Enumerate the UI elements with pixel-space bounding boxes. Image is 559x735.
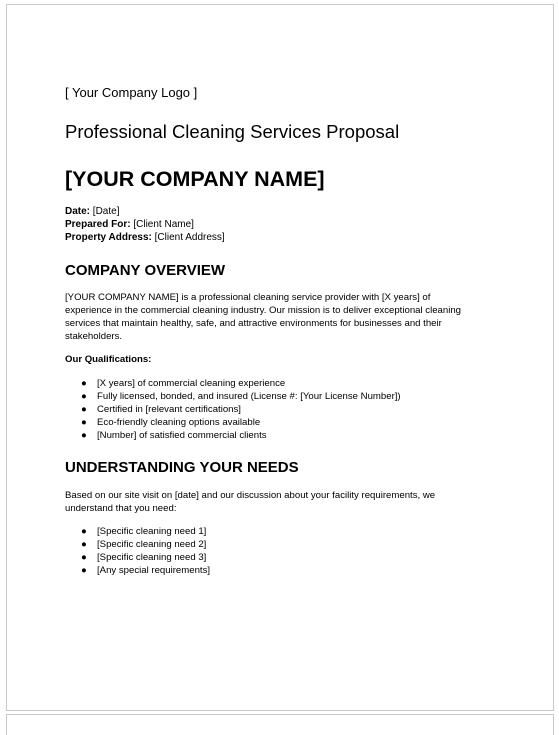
list-item: ● [Specific cleaning need 1]: [81, 526, 207, 537]
document-title: Professional Cleaning Services Proposal: [65, 121, 400, 142]
understanding-needs-paragraph: Based on our site visit on [date] and our discussion about your facility requirements, we understand that you need:: [65, 490, 436, 514]
company-overview-paragraph: [YOUR COMPANY NAME] is a professional cleaning service provider with [X years] of experience in the commercial cleaning industry. Our mission is to deliver exceptional cleaning services that maintain healthy, safe, and attractive environments for businesses and their stakeholders.: [65, 292, 462, 342]
qualifications-list: [65, 377, 401, 442]
meta-property-address: Property Address: [Client Address]: [65, 232, 225, 243]
understanding-needs-heading: UNDERSTANDING YOUR NEEDS: [65, 459, 299, 476]
list-item: ● Eco-friendly cleaning options available: [81, 417, 261, 428]
logo-placeholder: [ Your Company Logo ]: [65, 85, 198, 100]
list-item: ● [Specific cleaning need 3]: [81, 552, 207, 563]
next-page-edge: [6, 714, 554, 735]
list-item: ● [Number] of satisfied commercial clients: [81, 430, 267, 441]
meta-prepared-for: Prepared For: [Client Name]: [65, 219, 194, 230]
proposal-meta: [65, 205, 225, 244]
company-name: [YOUR COMPANY NAME]: [65, 167, 325, 191]
list-item: ● Certified in [relevant certifications]: [81, 404, 241, 415]
list-item: ● Fully licensed, bonded, and insured (License #: [Your License Number]): [81, 391, 401, 402]
needs-list: [65, 525, 210, 577]
list-item: ● [Any special requirements]: [81, 565, 211, 576]
list-item: ● [Specific cleaning need 2]: [81, 539, 207, 550]
qualifications-label: Our Qualifications:: [65, 354, 152, 365]
company-overview-heading: COMPANY OVERVIEW: [65, 262, 226, 279]
list-item: ● [X years] of commercial cleaning experience: [81, 378, 286, 389]
meta-date: Date: [Date]: [65, 206, 120, 217]
